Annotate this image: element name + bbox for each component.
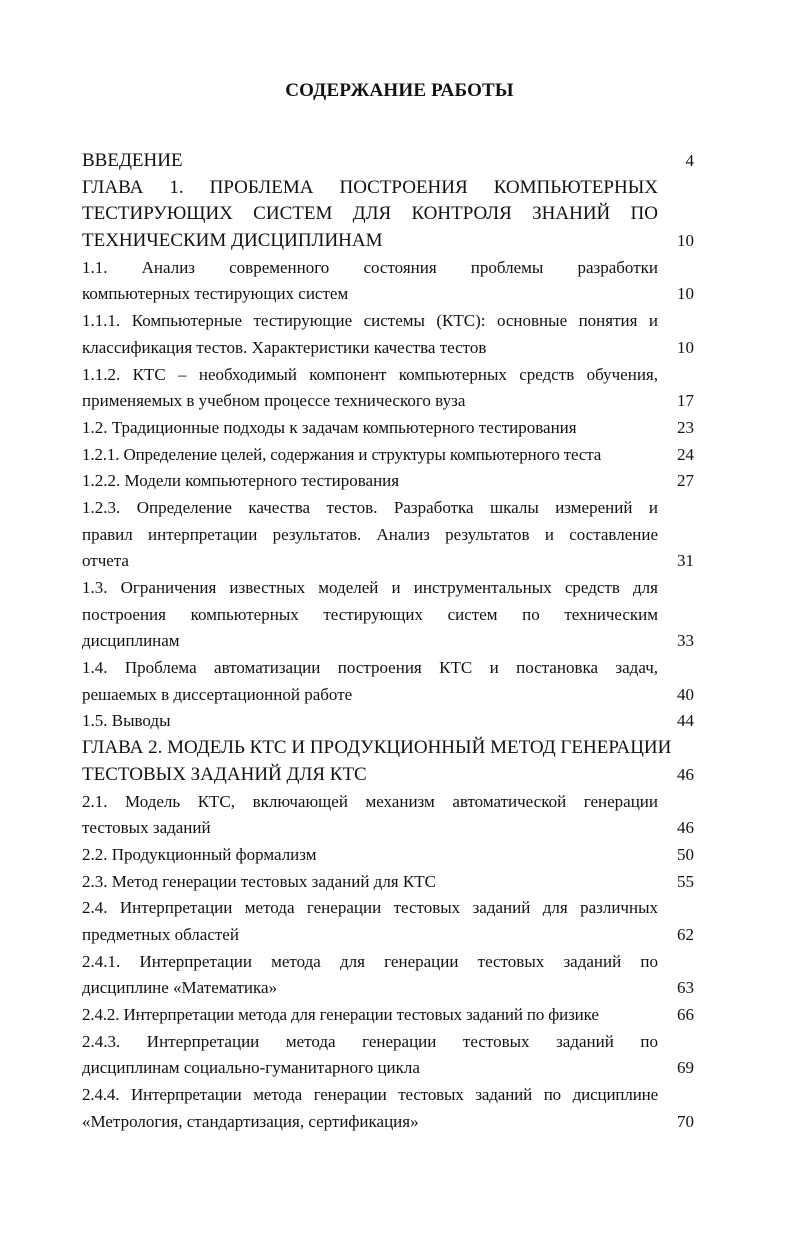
toc-entry bbox=[82, 255, 694, 308]
toc-page-number: 50 bbox=[677, 844, 694, 864]
toc-page-number: 44 bbox=[677, 711, 694, 731]
toc-entry-text: 2.4.2. Интерпретации метода для генерации тестовых заданий по физике bbox=[82, 1005, 599, 1024]
toc-entry-text: 1.2.2. Модели компьютерного тестирования bbox=[82, 471, 400, 491]
toc-entry-text: 2.3. Метод генерации тестовых заданий для КТС bbox=[82, 871, 436, 891]
toc-entry-text: ТЕСТОВЫХ ЗАДАНИЙ ДЛЯ КТС bbox=[82, 763, 367, 785]
toc-entry bbox=[82, 895, 694, 948]
toc-page-number: 31 bbox=[677, 551, 694, 571]
toc-page-number: 33 bbox=[677, 631, 694, 651]
toc-entry-text: 2.4.4. Интерпретации метода генерации тестовых заданий по дисциплине bbox=[82, 1085, 658, 1105]
toc-entry-text: 1.5. Выводы bbox=[82, 711, 171, 731]
toc-page-number: 4 bbox=[685, 151, 694, 170]
toc-page-number: 66 bbox=[677, 1005, 694, 1024]
table-of-contents bbox=[82, 148, 694, 1135]
toc-page-number: 46 bbox=[677, 764, 694, 784]
toc-entry-text: отчета bbox=[82, 551, 129, 571]
toc-entry-text: ВВЕДЕНИЕ bbox=[82, 150, 183, 171]
toc-entry bbox=[82, 415, 694, 442]
toc-page-number: 40 bbox=[677, 684, 694, 704]
toc-entry bbox=[82, 1082, 694, 1135]
toc-entry-text: ТЕСТИРУЮЩИХ СИСТЕМ ДЛЯ КОНТРОЛЯ ЗНАНИЙ ПО bbox=[82, 203, 658, 225]
page-title: СОДЕРЖАНИЕ РАБОТЫ bbox=[285, 80, 514, 101]
toc-entry-text: классификация тестов. Характеристики качества тестов bbox=[82, 337, 487, 357]
toc-entry-text: ГЛАВА 2. МОДЕЛЬ КТС И ПРОДУКЦИОННЫЙ МЕТОД ГЕНЕРАЦИИ bbox=[82, 737, 672, 759]
toc-entry-text: 1.3. Ограничения известных моделей и инструментальных средств для bbox=[82, 578, 658, 597]
toc-page-number: 10 bbox=[677, 284, 694, 304]
toc-chapter-entry bbox=[82, 175, 694, 255]
toc-entry-text: 2.4.1. Интерпретации метода для генерации тестовых заданий по bbox=[82, 951, 658, 971]
toc-page-number: 55 bbox=[677, 871, 694, 891]
toc-page-number: 69 bbox=[677, 1058, 694, 1078]
toc-entry bbox=[82, 708, 694, 735]
toc-chapter-entry bbox=[82, 148, 694, 175]
toc-page-number: 62 bbox=[677, 924, 694, 944]
toc-entry-text: «Метрология, стандартизация, сертификация» bbox=[82, 1111, 419, 1131]
toc-entry-text: дисциплине «Математика» bbox=[82, 978, 278, 998]
toc-entry-text: 1.4. Проблема автоматизации построения КТС и постановка задач, bbox=[82, 658, 658, 678]
toc-page-number: 10 bbox=[677, 337, 694, 357]
toc-page-number: 70 bbox=[677, 1111, 694, 1131]
toc-chapter-entry bbox=[82, 735, 694, 788]
toc-entry-text: предметных областей bbox=[82, 924, 239, 944]
toc-page-number: 23 bbox=[677, 417, 694, 437]
toc-entry bbox=[82, 1002, 694, 1029]
toc-entry-text: ТЕХНИЧЕСКИМ ДИСЦИПЛИНАМ bbox=[82, 230, 383, 252]
toc-entry-text: решаемых в диссертационной работе bbox=[82, 684, 353, 704]
toc-entry-text: 1.2.1. Определение целей, содержания и структуры компьютерного теста bbox=[82, 444, 602, 464]
toc-entry bbox=[82, 869, 694, 896]
toc-entry-text: 1.1.1. Компьютерные тестирующие системы (КТС): основные понятия и bbox=[82, 311, 658, 331]
toc-entry-text: дисциплинам bbox=[82, 631, 180, 651]
toc-page-number: 17 bbox=[677, 391, 694, 411]
toc-entry-text: правил интерпретации результатов. Анализ результатов и составление bbox=[82, 524, 658, 544]
toc-entry-text: 1.2.3. Определение качества тестов. Разработка шкалы измерений и bbox=[82, 497, 658, 517]
toc-entry bbox=[82, 842, 694, 869]
toc-entry-text: ГЛАВА 1. ПРОБЛЕМА ПОСТРОЕНИЯ КОМПЬЮТЕРНЫХ bbox=[82, 176, 658, 198]
toc-entry bbox=[82, 949, 694, 1002]
toc-entry-text: 1.1.2. КТС – необходимый компонент компьютерных средств обучения, bbox=[82, 364, 658, 384]
toc-entry bbox=[82, 789, 694, 842]
toc-entry-text: 1.2. Традиционные подходы к задачам компьютерного тестирования bbox=[82, 417, 577, 437]
toc-entry bbox=[82, 442, 694, 469]
toc-entry bbox=[82, 495, 694, 575]
toc-entry-text: 2.4.3. Интерпретации метода генерации тестовых заданий по bbox=[82, 1031, 658, 1051]
toc-entry-text: 2.2. Продукционный формализм bbox=[82, 844, 317, 864]
toc-entry-text: дисциплинам социально-гуманитарного цикла bbox=[82, 1058, 420, 1078]
toc-entry-text: компьютерных тестирующих систем bbox=[82, 284, 349, 304]
toc-entry-text: применяемых в учебном процессе технического вуза bbox=[82, 391, 466, 411]
toc-page-number: 46 bbox=[677, 818, 694, 838]
toc-entry bbox=[82, 655, 694, 708]
toc-entry-text: тестовых заданий bbox=[82, 818, 211, 838]
toc-page-number: 10 bbox=[677, 231, 694, 251]
toc-entry bbox=[82, 575, 694, 655]
toc-entry-text: 2.4. Интерпретации метода генерации тестовых заданий для различных bbox=[82, 898, 658, 918]
toc-page-number: 24 bbox=[677, 444, 694, 464]
toc-entry-text: 1.1. Анализ современного состояния проблемы разработки bbox=[82, 257, 658, 277]
toc-entry bbox=[82, 1029, 694, 1082]
toc-entry-text: построения компьютерных тестирующих систем по техническим bbox=[82, 604, 658, 624]
toc-page-number: 63 bbox=[677, 978, 694, 998]
toc-entry bbox=[82, 362, 694, 415]
toc-entry bbox=[82, 308, 694, 361]
toc-entry bbox=[82, 468, 694, 495]
toc-page-number: 27 bbox=[677, 471, 694, 491]
toc-entry-text: 2.1. Модель КТС, включающей механизм автоматической генерации bbox=[82, 791, 658, 811]
